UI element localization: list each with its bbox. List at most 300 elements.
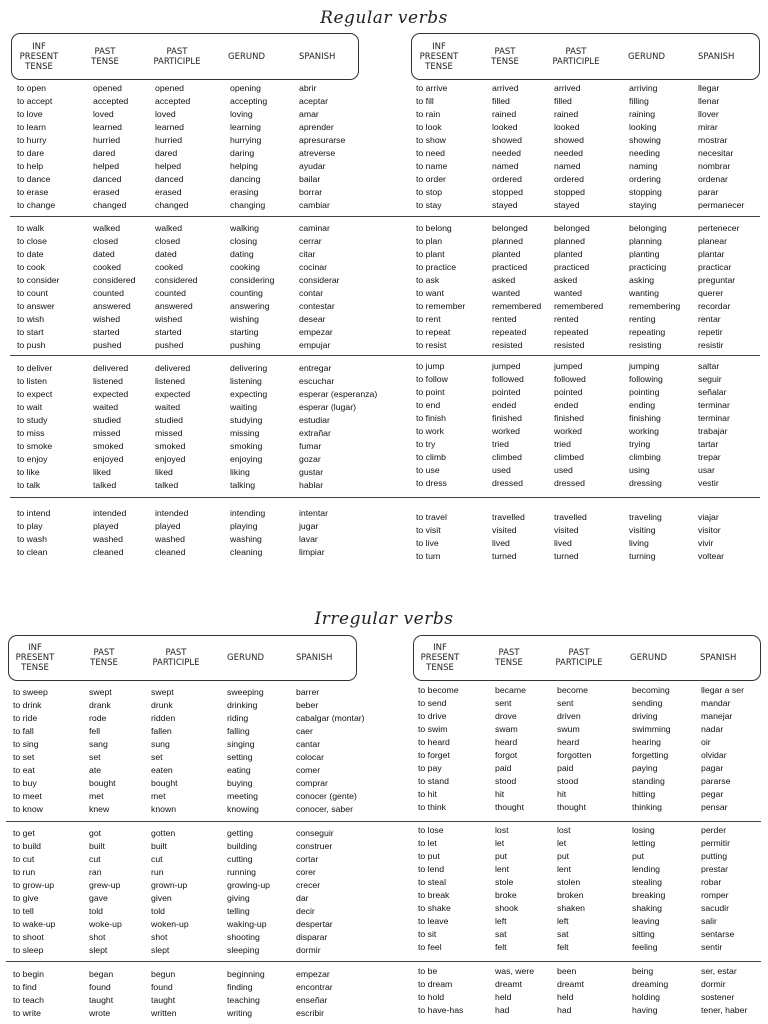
past-participle-cell: dreamt [557,979,585,989]
spanish-cell: resistir [698,340,724,350]
past-tense-cell: walked [93,223,121,233]
infinitive-cell: to end [416,400,441,410]
spanish-cell: mostrar [698,135,728,145]
infinitive-cell: to dress [416,478,447,488]
past-participle-cell: ended [554,400,579,410]
spanish-cell: empujar [299,340,331,350]
past-participle-cell: turned [554,551,579,561]
spanish-cell: caminar [299,223,330,233]
infinitive-cell: to help [17,161,44,171]
past-tense-cell: cut [89,854,101,864]
gerund-cell: using [629,465,650,475]
gerund-cell: drinking [227,700,258,710]
gerund-cell: showing [629,135,661,145]
past-participle-cell: missed [155,428,183,438]
past-participle-cell: enjoyed [155,454,186,464]
gerund-cell: dating [230,249,254,259]
infinitive-cell: to show [416,135,446,145]
spanish-cell: cocinar [299,262,328,272]
header-spanish: SPANISH [700,653,737,663]
past-tense-cell: became [495,685,526,695]
gerund-cell: counting [230,288,263,298]
past-participle-cell: walked [155,223,183,233]
past-tense-cell: lost [495,825,509,835]
past-tense-cell: enjoyed [93,454,124,464]
gerund-cell: planting [629,249,660,259]
infinitive-cell: to listen [17,376,47,386]
past-tense-cell: woke-up [89,919,122,929]
past-tense-cell: belonged [492,223,528,233]
past-participle-cell: forgotten [557,750,592,760]
spanish-cell: llegar a ser [701,685,744,695]
past-tense-cell: stayed [492,200,518,210]
spanish-cell: nadar [701,724,724,734]
gerund-cell: cutting [227,854,253,864]
gerund-cell: buying [227,778,253,788]
past-tense-cell: expected [93,389,129,399]
spanish-cell: dormir [296,945,321,955]
gerund-cell: climbing [629,452,661,462]
past-participle-cell: worked [554,426,583,436]
past-tense-cell: ran [89,867,102,877]
spanish-cell: tartar [698,439,719,449]
past-tense-cell: wished [93,314,121,324]
past-participle-cell: showed [554,135,584,145]
infinitive-cell: to remember [416,301,466,311]
header-inf-present-tense: INF PRESENT TENSE [419,41,459,72]
past-participle-cell: met [151,791,166,801]
infinitive-cell: to buy [13,778,37,788]
infinitive-cell: to stop [416,187,443,197]
past-tense-cell: lived [492,538,510,548]
spanish-cell: escribir [296,1008,324,1018]
gerund-cell: living [629,538,649,548]
spanish-cell: jugar [299,521,319,531]
gerund-cell: becoming [632,685,670,695]
gerund-cell: leaving [632,916,660,926]
past-participle-cell: waited [155,402,181,412]
infinitive-cell: to date [17,249,44,259]
spanish-cell: abrir [299,83,317,93]
spanish-cell: robar [701,877,722,887]
past-tense-cell: looked [492,122,518,132]
header-past-tense: PAST TENSE [90,648,118,668]
past-participle-cell: belonged [554,223,590,233]
past-participle-cell: liked [155,467,173,477]
spanish-cell: llegar [698,83,720,93]
infinitive-cell: to get [13,828,35,838]
past-tense-cell: felt [495,942,507,952]
spanish-cell: planear [698,236,727,246]
past-tense-cell: told [89,906,104,916]
spanish-cell: amar [299,109,319,119]
gerund-cell: finding [227,982,253,992]
infinitive-cell: to talk [17,480,41,490]
past-tense-cell: hit [495,789,505,799]
gerund-cell: shooting [227,932,260,942]
infinitive-cell: to change [17,200,56,210]
spanish-cell: ayudar [299,161,326,171]
past-participle-cell: wished [155,314,183,324]
infinitive-cell: to like [17,467,40,477]
past-participle-cell: gotten [151,828,176,838]
past-participle-cell: opened [155,83,184,93]
infinitive-cell: to rain [416,109,441,119]
past-participle-cell: set [151,752,163,762]
past-participle-cell: accepted [155,96,191,106]
spanish-cell: citar [299,249,316,259]
gerund-cell: needing [629,148,660,158]
gerund-cell: lending [632,864,661,874]
gerund-cell: holding [632,992,661,1002]
infinitive-cell: to ask [416,275,440,285]
spanish-cell: encontrar [296,982,333,992]
past-participle-cell: woken-up [151,919,189,929]
spanish-cell: tener, haber [701,1005,748,1015]
infinitive-cell: to clean [17,547,48,557]
gerund-cell: forgetting [632,750,669,760]
past-participle-cell: hit [557,789,567,799]
gerund-cell: letting [632,838,656,848]
infinitive-cell: to accept [17,96,53,106]
past-tense-cell: cooked [93,262,122,272]
spanish-cell: cerrar [299,236,322,246]
past-tense-cell: left [495,916,507,926]
spanish-cell: olvidar [701,750,727,760]
header-past-participle: PAST PARTICIPLE [555,648,603,668]
spanish-cell: plantar [698,249,725,259]
infinitive-cell: to want [416,288,445,298]
gerund-cell: growing-up [227,880,270,890]
infinitive-cell: to stand [418,776,449,786]
infinitive-cell: to learn [17,122,46,132]
gerund-cell: meeting [227,791,258,801]
spanish-cell: querer [698,288,724,298]
gerund-cell: liking [230,467,250,477]
past-tense-cell: arrived [492,83,519,93]
infinitive-cell: to start [17,327,44,337]
spanish-cell: aprender [299,122,334,132]
past-participle-cell: tried [554,439,571,449]
gerund-cell: remembering [629,301,681,311]
header-past-participle: PAST PARTICIPLE [153,46,201,67]
infinitive-cell: to expect [17,389,53,399]
past-tense-cell: filled [492,96,510,106]
gerund-cell: breaking [632,890,666,900]
past-tense-cell: built [89,841,105,851]
past-tense-cell: studied [93,415,122,425]
gerund-cell: arriving [629,83,658,93]
past-tense-cell: stood [495,776,517,786]
spanish-cell: conocer (gente) [296,791,357,801]
gerund-cell: missing [230,428,260,438]
gerund-cell: hurrying [230,135,262,145]
past-tense-cell: bought [89,778,116,788]
gerund-cell: dancing [230,174,261,184]
spanish-cell: usar [698,465,715,475]
past-participle-cell: broken [557,890,584,900]
past-tense-cell: fell [89,726,101,736]
past-tense-cell: opened [93,83,122,93]
spanish-cell: entregar [299,363,332,373]
gerund-cell: listening [230,376,262,386]
infinitive-cell: to swim [418,724,448,734]
past-participle-cell: smoked [155,441,186,451]
gerund-cell: talking [230,480,256,490]
gerund-cell: eating [227,765,251,775]
infinitive-cell: to wait [17,402,43,412]
past-participle-cell: dared [155,148,178,158]
past-tense-cell: set [89,752,101,762]
infinitive-cell: to visit [416,525,441,535]
gerund-cell: telling [227,906,250,916]
spanish-cell: romper [701,890,729,900]
past-tense-cell: climbed [492,452,522,462]
divider [10,355,760,356]
gerund-cell: loving [230,109,253,119]
past-participle-cell: looked [554,122,580,132]
past-tense-cell: needed [492,148,521,158]
past-participle-cell: erased [155,187,182,197]
spanish-cell: comprar [296,778,328,788]
past-participle-cell: been [557,966,577,976]
past-participle-cell: arrived [554,83,581,93]
gerund-cell: washing [230,534,262,544]
past-participle-cell: climbed [554,452,584,462]
infinitive-cell: to consider [17,275,60,285]
infinitive-cell: to push [17,340,46,350]
past-participle-cell: danced [155,174,184,184]
infinitive-cell: to fall [13,726,34,736]
past-participle-cell: talked [155,480,179,490]
infinitive-cell: to rent [416,314,441,324]
past-participle-cell: bought [151,778,178,788]
spanish-cell: dar [296,893,309,903]
past-participle-cell: repeated [554,327,589,337]
gerund-cell: losing [632,825,655,835]
spanish-cell: crecer [296,880,321,890]
spanish-cell: manejar [701,711,733,721]
infinitive-cell: to forget [418,750,450,760]
past-tense-cell: worked [492,426,521,436]
past-participle-cell: had [557,1005,572,1015]
gerund-cell: enjoying [230,454,263,464]
past-tense-cell: sang [89,739,108,749]
past-participle-cell: let [557,838,567,848]
infinitive-cell: to think [418,802,447,812]
past-participle-cell: visited [554,525,579,535]
infinitive-cell: to eat [13,765,35,775]
past-participle-cell: rained [554,109,579,119]
infinitive-cell: to resist [416,340,447,350]
gerund-cell: pointing [629,387,660,397]
spanish-cell: visitor [698,525,721,535]
infinitive-cell: to steal [418,877,447,887]
gerund-cell: wishing [230,314,259,324]
past-participle-cell: drunk [151,700,173,710]
infinitive-cell: to become [418,685,459,695]
infinitive-cell: to wish [17,314,45,324]
header-gerund: GERUND [630,653,667,663]
infinitive-cell: to enjoy [17,454,48,464]
gerund-cell: turning [629,551,656,561]
spanish-cell: escuchar [299,376,335,386]
spanish-cell: cantar [296,739,321,749]
gerund-cell: waking-up [227,919,267,929]
past-tense-cell: pushed [93,340,122,350]
gerund-cell: cleaning [230,547,263,557]
infinitive-cell: to work [416,426,445,436]
past-participle-cell: given [151,893,172,903]
spanish-cell: señalar [698,387,727,397]
spanish-cell: recordar [698,301,731,311]
spanish-cell: pegar [701,789,724,799]
past-tense-cell: met [89,791,104,801]
past-tense-cell: held [495,992,512,1002]
gerund-cell: having [632,1005,658,1015]
gerund-cell: dressing [629,478,662,488]
past-participle-cell: stopped [554,187,585,197]
spanish-cell: comer [296,765,321,775]
infinitive-cell: to dare [17,148,45,158]
spanish-cell: dormir [701,979,726,989]
gerund-cell: belonging [629,223,667,233]
past-participle-cell: driven [557,711,581,721]
past-participle-cell: loved [155,109,176,119]
gerund-cell: hearing [632,737,661,747]
past-tense-cell: wanted [492,288,521,298]
past-participle-cell: heard [557,737,580,747]
infinitive-cell: to write [13,1008,42,1018]
past-participle-cell: sat [557,929,569,939]
gerund-cell: delivering [230,363,268,373]
gerund-cell: ordering [629,174,661,184]
past-tense-cell: dressed [492,478,523,488]
infinitive-cell: to point [416,387,445,397]
past-tense-cell: rented [492,314,517,324]
infinitive-cell: to have-has [418,1005,464,1015]
spanish-cell: borrar [299,187,323,197]
past-tense-cell: danced [93,174,122,184]
past-participle-cell: planted [554,249,583,259]
infinitive-cell: to count [17,288,48,298]
divider [10,216,760,217]
infinitive-cell: to plant [416,249,445,259]
infinitive-cell: to erase [17,187,49,197]
infinitive-cell: to jump [416,361,445,371]
infinitive-cell: to drink [13,700,42,710]
gerund-cell: asking [629,275,655,285]
spanish-cell: prestar [701,864,729,874]
past-tense-cell: thought [495,802,524,812]
gerund-cell: being [632,966,654,976]
past-tense-cell: pointed [492,387,521,397]
spanish-cell: ser, estar [701,966,737,976]
spanish-cell: cambiar [299,200,330,210]
spanish-cell: empezar [299,327,333,337]
infinitive-cell: to arrive [416,83,448,93]
past-participle-cell: shot [151,932,168,942]
infinitive-cell: to love [17,109,43,119]
gerund-cell: expecting [230,389,268,399]
infinitive-cell: to shake [418,903,451,913]
past-tense-cell: named [492,161,519,171]
past-tense-cell: let [495,838,505,848]
gerund-cell: staying [629,200,657,210]
spanish-cell: colocar [296,752,325,762]
gerund-cell: riding [227,713,249,723]
past-participle-cell: needed [554,148,583,158]
infinitive-cell: to travel [416,512,447,522]
header-past-tense: PAST TENSE [495,648,523,668]
infinitive-cell: to stay [416,200,442,210]
spanish-cell: conseguir [296,828,334,838]
infinitive-cell: to follow [416,374,448,384]
past-participle-cell: ridden [151,713,176,723]
infinitive-cell: to heard [418,737,450,747]
divider [6,821,761,822]
infinitive-cell: to walk [17,223,45,233]
regular-right-header [411,33,760,80]
past-participle-cell: rented [554,314,579,324]
spanish-cell: permitir [701,838,730,848]
regular-verbs-title: Regular verbs [320,8,448,28]
past-participle-cell: listened [155,376,185,386]
past-tense-cell: began [89,969,114,979]
spanish-cell: limpiar [299,547,325,557]
gerund-cell: working [629,426,659,436]
infinitive-cell: to be [418,966,438,976]
past-participle-cell: stolen [557,877,581,887]
past-tense-cell: turned [492,551,517,561]
past-tense-cell: intended [93,508,127,518]
past-participle-cell: learned [155,122,184,132]
gerund-cell: starting [230,327,259,337]
gerund-cell: stealing [632,877,662,887]
past-tense-cell: used [492,465,511,475]
infinitive-cell: to lose [418,825,444,835]
infinitive-cell: to ride [13,713,38,723]
past-tense-cell: liked [93,467,111,477]
irregular-verbs-title: Irregular verbs [314,609,454,629]
gerund-cell: resisting [629,340,662,350]
past-tense-cell: practiced [492,262,528,272]
infinitive-cell: to answer [17,301,55,311]
gerund-cell: daring [230,148,255,158]
gerund-cell: looking [629,122,657,132]
spanish-cell: sostener [701,992,735,1002]
spanish-cell: nombrar [698,161,731,171]
past-participle-cell: considered [155,275,198,285]
past-tense-cell: ordered [492,174,522,184]
spanish-cell: corer [296,867,316,877]
past-tense-cell: was, were [495,966,535,976]
past-tense-cell: put [495,851,508,861]
past-participle-cell: put [557,851,570,861]
past-tense-cell: closed [93,236,119,246]
infinitive-cell: to hold [418,992,445,1002]
spanish-cell: preguntar [698,275,736,285]
past-participle-cell: started [155,327,182,337]
past-participle-cell: asked [554,275,578,285]
past-tense-cell: sent [495,698,512,708]
gerund-cell: raining [629,109,656,119]
gerund-cell: put [632,851,645,861]
past-tense-cell: forgot [495,750,518,760]
spanish-cell: desear [299,314,326,324]
past-participle-cell: finished [554,413,584,423]
gerund-cell: accepting [230,96,268,106]
